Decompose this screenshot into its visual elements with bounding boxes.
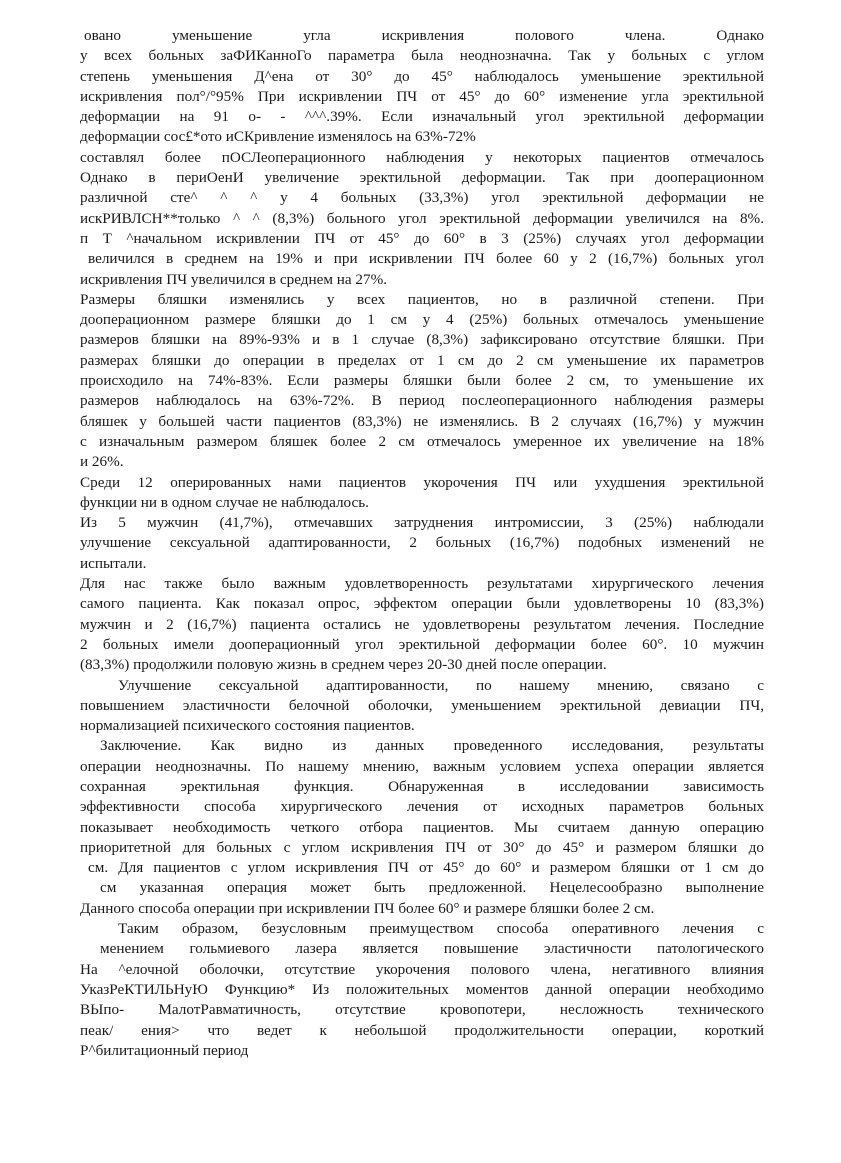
document-page	[80, 26, 764, 1061]
text-line: операции неоднозначны. По нашему мнению, важным условием успеха операции является	[80, 757, 764, 775]
text-line: см указанная операция может быть предложенной. Нецелесообразно выполнение	[100, 879, 764, 897]
text-line: искривления пол°/°95% При искривлении ПЧ от 45° до 60° изменение угла эректильной	[80, 87, 764, 105]
text-line: показывает необходимость четкого отбора пациентов. Мы считаем данную операцию	[80, 818, 764, 836]
text-line: деформации сос£*ото иСКривление изменялось на 63%-72%	[80, 128, 476, 146]
text-line: Р^билитационный период	[80, 1041, 249, 1059]
text-line: Для нас также было важным удовлетворенность результатами хирургического лечения	[80, 575, 764, 593]
text-line: п Т ^начальном искривлении ПЧ от 45° до 60° в 3 (25%) случаях угол деформации	[80, 229, 764, 247]
text-line: происходило на 74%-83%. Если размеры бляшки были более 2 см, то уменьшение их	[80, 372, 764, 390]
text-line: величился в среднем на 19% и при искривлении ПЧ более 60 у 2 (16,7%) больных угол	[88, 250, 764, 268]
text-line: сохранная эректильная функция. Обнаруженная в исследовании зависимость	[80, 777, 764, 795]
text-line: размеров бляшки на 89%-93% и в 1 случае (8,3%) зафиксировано отсутствие бляшки. При	[80, 331, 764, 349]
text-line: Таким образом, безусловным преимуществом способа оперативного лечения с	[118, 920, 764, 938]
text-line: (83,3%) продолжили половую жизнь в среднем через 20-30 дней после операции.	[80, 656, 607, 674]
text-line: овано уменьшение угла искривления полового члена. Однако	[84, 27, 764, 44]
text-line: улучшение сексуальной адаптированности, 2 больных (16,7%) подобных изменений не	[80, 534, 764, 552]
text-line: приоритетной для больных с углом искривления ПЧ от 30° до 45° и размером бляшки до	[80, 838, 764, 856]
text-line: самого пациента. Как показал опрос, эффектом операции были удовлетворены 10 (83,3%)	[80, 595, 764, 613]
text-line: различной сте^ ^ ^ у 4 больных (33,3%) угол эректильной деформации не	[80, 189, 764, 207]
text-line: УказРеКТИЛЬНуЮ Функцию* Из положительных моментов данной операции необходимо	[80, 980, 764, 998]
text-line: размеров наблюдалось на 63%-72%. В период послеоперационного наблюдения размеры	[80, 392, 764, 410]
text-line: 2 больных имели дооперационный угол эректильной деформации более 60°. 10 мужчин	[80, 635, 764, 653]
text-line: пеак/ ения> что ведет к небольшой продолжительности операции, короткий	[80, 1021, 764, 1039]
text-line: Заключение. Как видно из данных проведенного исследования, результаты	[100, 737, 764, 755]
text-line: искривления ПЧ увеличился в среднем на 27%.	[80, 270, 388, 288]
text-line: повышением эластичности белочной оболочки, уменьшением эректильной девиации ПЧ,	[80, 696, 764, 714]
text-line: Однако в периОенИ увеличение эректильной деформации. Так при дооперационном	[80, 169, 764, 187]
text-line: с изначальным размером бляшек более 2 см отмечалось умеренное их увеличение на 18%	[80, 432, 764, 450]
text-line: Размеры бляшки изменялись у всех пациентов, но в различной степени. При	[80, 290, 764, 308]
text-line: деформации на 91 о- - ^^^.39%. Если изначальный угол эректильной деформации	[80, 108, 764, 126]
text-line: мужчин и 2 (16,7%) пациента остались не удовлетворены результатом лечения. Последние	[80, 615, 764, 633]
text-line: составлял более пОСЛеоперационного наблюдения у некоторых пациентов отмечалось	[80, 148, 764, 166]
text-line: Среди 12 оперированных нами пациентов укорочения ПЧ или ухудшения эректильной	[80, 473, 764, 491]
text-line: Из 5 мужчин (41,7%), отмечавших затруднения интромиссии, 3 (25%) наблюдали	[80, 514, 764, 532]
text-line: На ^елочной оболочки, отсутствие укорочения полового члена, негативного влияния	[80, 960, 764, 978]
text-line: дооперационном размере бляшки до 1 см у 4 (25%) больных отмечалось уменьшение	[80, 311, 764, 329]
text-line: искРИВЛСН**только ^ ^ (8,3%) больного угол эректильной деформации увеличился на 8%.	[80, 209, 764, 227]
text-line: бляшек у большей части пациентов (83,3%) не изменялись. В 2 случаях (16,7%) у мужчин	[80, 412, 764, 430]
text-line: размерах бляшки до операции в пределах от 1 см до 2 см уменьшение их параметров	[80, 351, 764, 369]
text-line: см. Для пациентов с углом искривления ПЧ от 45° до 60° и размером бляшки от 1 см до	[88, 859, 764, 877]
text-line: менением гольмиевого лазера является повышение эластичности патологического	[100, 940, 764, 958]
text-line: степень уменьшения Д^ена от 30° до 45° наблюдалось уменьшение эректильной	[80, 67, 764, 85]
text-line: нормализацией психического состояния пациентов.	[80, 717, 415, 735]
text-line: ВЫпо- МалотРавматичность, отсутствие кровопотери, несложность технического	[80, 1001, 764, 1019]
text-line: Улучшение сексуальной адаптированности, по нашему мнению, связано с	[118, 676, 764, 694]
text-line: у всех больных заФИКанноГо параметра была неоднозначна. Так у больных с углом	[80, 47, 764, 65]
text-line: и 26%.	[80, 453, 124, 471]
text-line: функции ни в одном случае не наблюдалось.	[80, 493, 369, 511]
text-line: эффективности способа хирургического лечения от исходных параметров больных	[80, 798, 764, 816]
text-line: испытали.	[80, 554, 147, 572]
text-line: Данного способа операции при искривлении ПЧ более 60° и размере бляшки более 2 см.	[80, 899, 655, 917]
